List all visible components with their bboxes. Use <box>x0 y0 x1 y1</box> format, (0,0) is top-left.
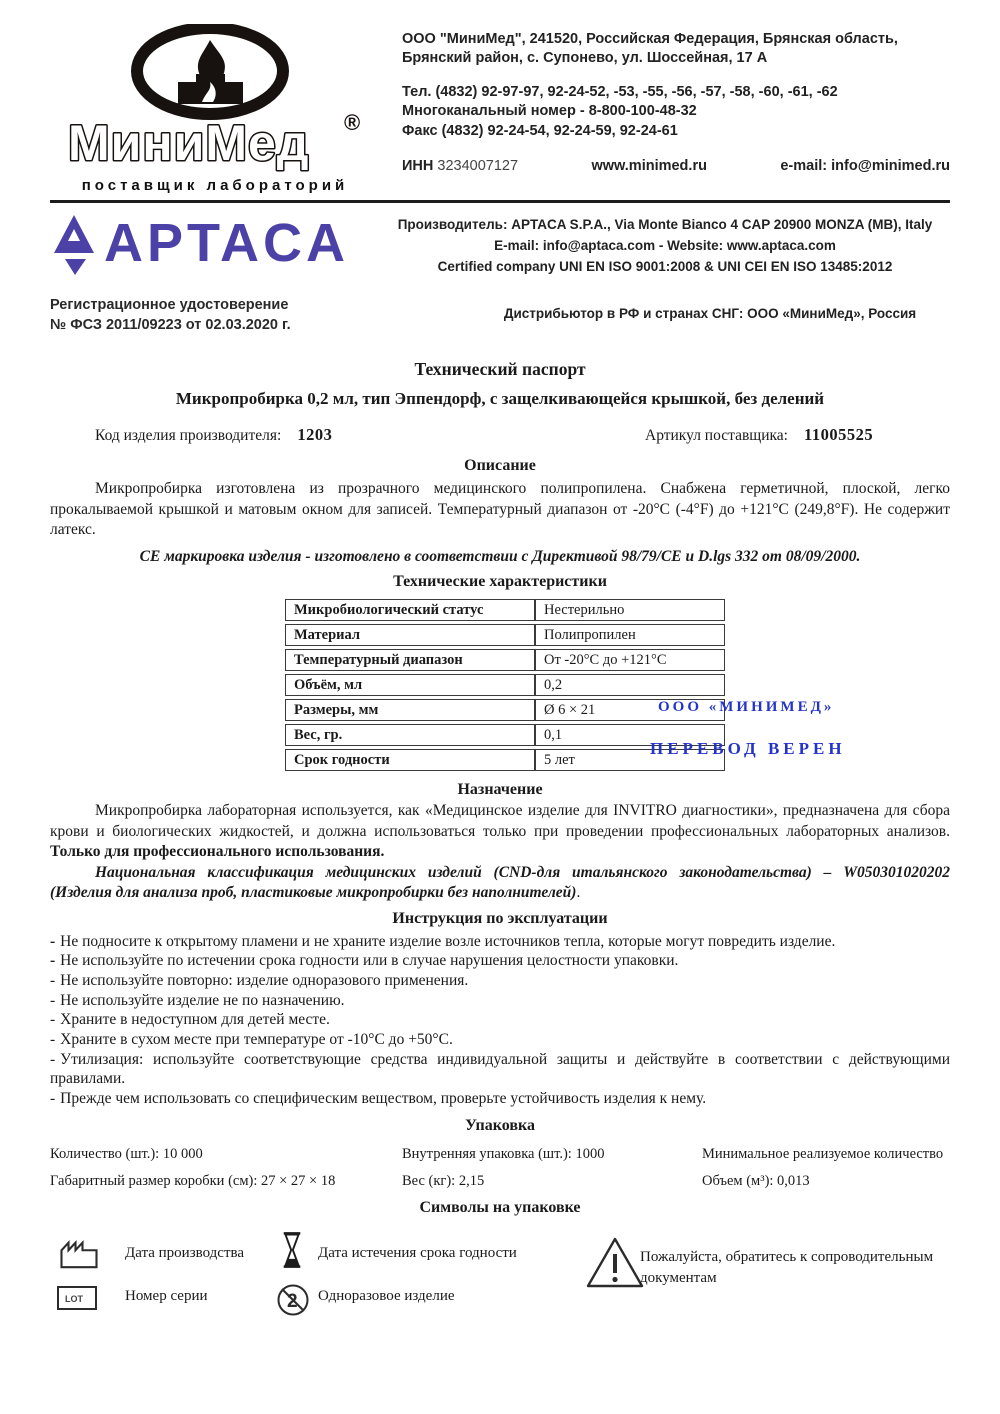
manufacture-date-icon <box>58 1233 100 1271</box>
svg-text:МиниМед: МиниМед <box>68 115 310 171</box>
lot-number-icon <box>56 1285 98 1311</box>
supplier-article: Артикул поставщика: 11005525 <box>645 425 874 445</box>
supplier-address-line2: Брянский район, с. Супонево, ул. Шоссейная, 17 А <box>402 50 768 67</box>
distributor-line: Дистрибьютор в РФ и странах СНГ: ООО «МиниМед», Россия <box>503 306 917 321</box>
refer-docs-label: Пожалуйста, обратитесь к сопроводительным документам <box>640 1248 934 1286</box>
supplier-phone: Тел. (4832) 92-97-97, 92-24-52, -53, -55, -56, -57, -58, -60, -61, -62 <box>402 84 838 101</box>
list-item: - Храните в недоступном для детей месте. <box>50 1011 330 1029</box>
aptaca-logo <box>50 211 380 282</box>
list-item: - Храните в сухом месте при температуре от -10°С до +50°С. <box>50 1031 453 1049</box>
table-row: Микробиологический статус Нестерильно <box>285 599 725 621</box>
page-title: Технический паспорт <box>414 359 586 380</box>
list-item: - Прежде чем использовать со специфическим веществом, проверьте устойчивость изделия к нему. <box>50 1090 707 1108</box>
description-text: Микропробирка изготовлена из прозрачного медицинского полипропилена. Снабжена герметичной, плоской, легко прокалываемой крышкой и матовым окном для записей. Температурный диапазон от -20°С (-4°F) до +121°С (249,8°F). Не содержит латекс. <box>50 480 950 539</box>
svg-text:2: 2 <box>287 1290 298 1312</box>
packaging-info <box>50 1141 950 1193</box>
product-name: Микропробирка 0,2 мл, тип Эппендорф, с защелкивающейся крышкой, без делений <box>175 389 825 409</box>
translation-stamp-verified: ПЕРЕВОД ВЕРЕН <box>650 739 846 759</box>
svg-text:APTACA: APTACA <box>104 213 349 273</box>
specs-heading: Технические характеристики <box>393 573 607 591</box>
single-use-icon <box>274 1281 312 1319</box>
warning-icon <box>585 1235 645 1291</box>
instructions-heading: Инструкция по эксплуатации <box>392 909 608 927</box>
purpose-text: Микропробирка лабораторная используется, как «Медицинское изделие для INVITRO диагностики», предназначена для сбора крови и биологических жидкостей, и должна использоваться только при проведении профессиональных лабораторных анализов. Только для профессионального использования. <box>50 802 950 861</box>
symbols-legend <box>50 1225 950 1335</box>
packaging-box-size: Габаритный размер коробки (см): 27 × 27 × 18 <box>50 1172 336 1189</box>
packaging-quantity: Количество (шт.): 10 000 <box>50 1145 203 1162</box>
manufacturer-header <box>50 211 950 282</box>
supplier-address-line1: ООО "МиниМед", 241520, Российская Федерация, Брянская область, <box>402 31 898 47</box>
single-use-label: Одноразовое изделие <box>318 1287 455 1304</box>
list-item: - Утилизация: используйте соответствующие средства индивидуальной защиты и действуйте в соответствии с действующими правилами. <box>50 1050 950 1088</box>
ce-marking-line: СЕ маркировка изделия - изготовлено в соответствии с Директивой 98/79/СЕ и D.lgs 332 от 08/09/2000. <box>139 548 861 566</box>
list-item: - Не используйте изделие не по назначению. <box>50 991 345 1009</box>
minimed-logo <box>50 24 380 194</box>
producer-line: Производитель: APTACA S.P.A., Via Monte Bianco 4 CAP 20900 MONZA (MB), Italy <box>397 217 933 232</box>
table-row: Срок годности 5 лет <box>285 749 725 771</box>
description-heading: Описание <box>464 457 536 475</box>
aptaca-logo-icon <box>50 211 370 277</box>
lot-number-label: Номер серии <box>125 1287 208 1304</box>
list-item: - Не используйте по истечении срока годности или в случае нарушения целостности упаковки. <box>50 952 679 970</box>
table-row: Материал Полипропилен <box>285 624 725 646</box>
table-row: Объём, мл 0,2 <box>285 674 725 696</box>
svg-text:LOT: LOT <box>65 1293 83 1304</box>
manufacture-date-label: Дата производства <box>125 1244 245 1261</box>
packaging-volume: Объем (м³): 0,013 <box>702 1172 810 1189</box>
packaging-min-qty: Минимальное реализуемое количество <box>702 1145 944 1162</box>
classification-text: Национальная классификация медицинских изделий (CND-для итальянского законодательства) – W050301020202 (Изделия для анализа проб, пластиковые микропробирки без наполнителей). <box>50 863 950 902</box>
packaging-heading: Упаковка <box>465 1116 535 1134</box>
table-row: Размеры, мм Ø 6 × 21 <box>285 699 725 721</box>
packaging-inner-pack: Внутренняя упаковка (шт.): 1000 <box>402 1145 605 1162</box>
header-divider <box>50 200 950 203</box>
supplier-email: e-mail: info@minimed.ru <box>780 157 950 174</box>
supplier-website: www.minimed.ru <box>591 157 707 174</box>
list-item: - Не подносите к открытому пламени и не храните изделие возле источников тепла, которые могут повредить изделие. <box>50 932 836 950</box>
translation-stamp-company: ООО «МИНИМЕД» <box>658 699 835 716</box>
table-row: Температурный диапазон От -20°С до +121°С <box>285 649 725 671</box>
registration-certificate: Регистрационное удостоверение № ФСЗ 2011/09223 от 02.03.2020 г. <box>50 297 291 333</box>
manufacturer-code: Код изделия производителя: 1203 <box>95 425 333 445</box>
expiry-date-icon <box>280 1231 304 1269</box>
minimed-logo-icon <box>60 24 370 174</box>
supplier-tagline: поставщик лабораторий <box>81 177 349 194</box>
expiry-date-label: Дата истечения срока годности <box>318 1244 517 1261</box>
svg-text:®: ® <box>344 110 361 135</box>
purpose-heading: Назначение <box>457 781 543 799</box>
supplier-inn: ИНН 3234007127 <box>402 157 519 174</box>
supplier-multichannel: Многоканальный номер - 8-800-100-48-32 <box>402 103 697 120</box>
packaging-weight: Вес (кг): 2,15 <box>402 1172 485 1189</box>
symbols-heading: Символы на упаковке <box>419 1198 581 1216</box>
producer-certified-line: Certified company UNI EN ISO 9001:2008 & UNI CEI EN ISO 13485:2012 <box>437 258 893 274</box>
supplier-header <box>50 24 950 194</box>
list-item: - Не используйте повторно: изделие одноразового применения. <box>50 972 469 990</box>
instructions-list <box>50 932 950 1109</box>
table-row: Вес, гр. 0,1 <box>285 724 725 746</box>
producer-contact-line: E-mail: info@aptaca.com - Website: www.aptaca.com <box>494 237 836 253</box>
supplier-fax: Факс (4832) 92-24-54, 92-24-59, 92-24-61 <box>402 122 678 139</box>
